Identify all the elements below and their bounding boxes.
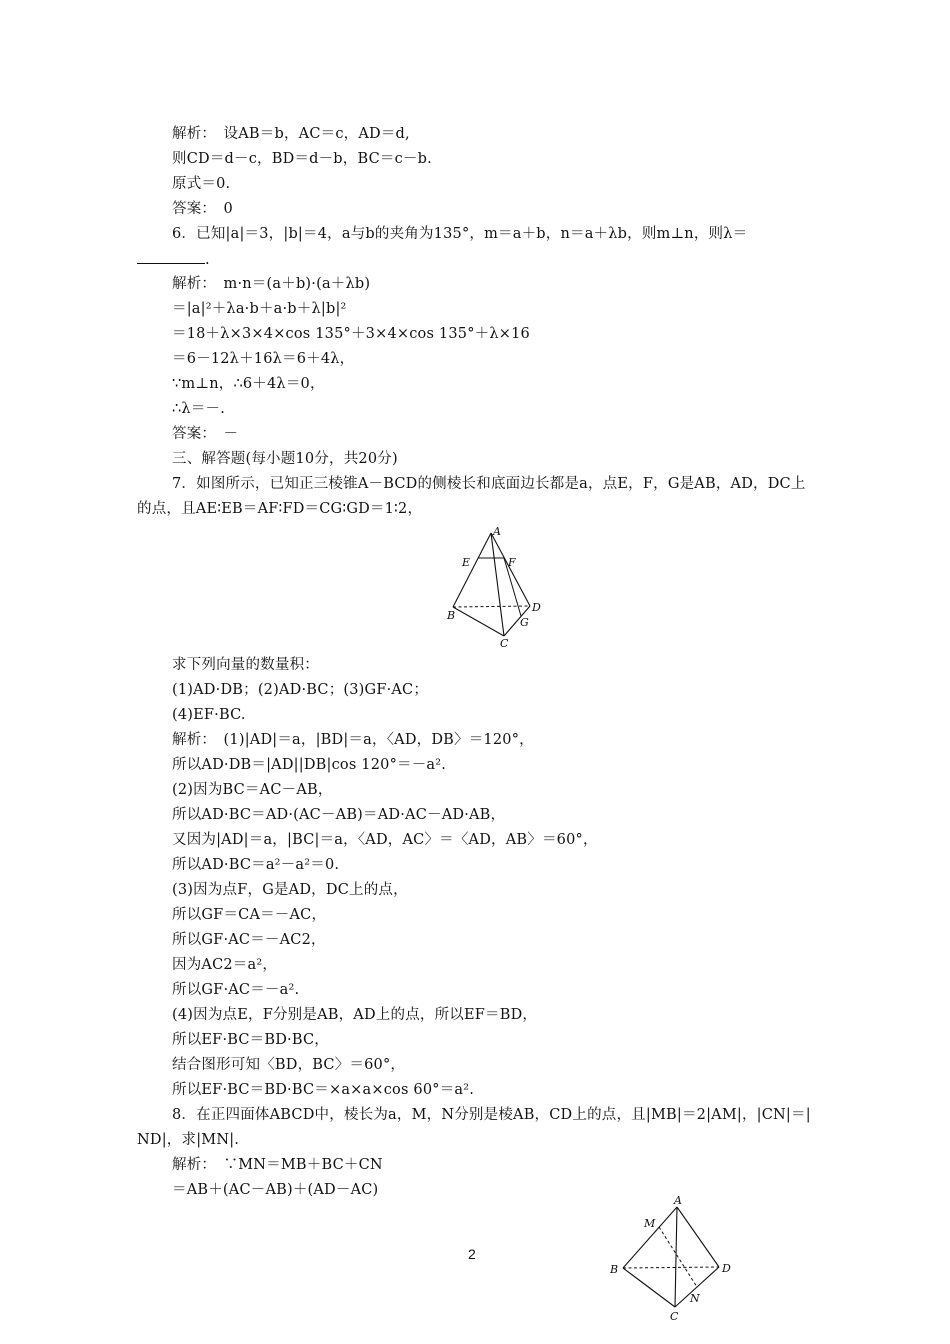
- question-6-period: .: [205, 252, 210, 268]
- question-8-line-2: ND|，求|MN|.: [137, 1132, 240, 1148]
- question-8-line-1: 8．在正四面体ABCD中，棱长为a，M，N分别是棱AB，CD上的点，且|MB|＝2|AM|，|CN|＝|: [172, 1107, 811, 1123]
- segment-mn-hidden: [659, 1227, 697, 1287]
- edge-bc: [623, 1268, 675, 1307]
- text-line-29: 因为AC2＝a²，: [172, 957, 278, 973]
- text-line-17: 求下列向量的数量积：: [172, 657, 319, 673]
- label-d: D: [532, 601, 541, 614]
- text-line-23: 所以AD·BC＝AD·(AC－AB)＝AD·AC－AD·AB，: [172, 807, 506, 823]
- text-line-34: 所以EF·BC＝BD·BC＝×a×a×cos 60°＝a².: [172, 1082, 475, 1098]
- text-line-10: ＝6－12λ＋16λ＝6＋4λ，: [172, 351, 355, 367]
- question-6-line-1: 6．已知|a|＝3，|b|＝4，a与b的夹角为135°，m＝a＋b，n＝a＋λb，则m⊥n，则λ＝: [172, 226, 748, 242]
- section-heading: 三、解答题(每小题10分，共20分): [172, 451, 398, 467]
- question-7-line-1: 7．如图所示，已知正三棱锥A－BCD的侧棱长和底面边长都是a，点E，F，G是AB，AD，DC上: [172, 476, 806, 492]
- label-e: E: [462, 556, 471, 569]
- text-line-20: 解析： (1)|AD|＝a，|BD|＝a，〈AD，DB〉＝120°，: [172, 732, 534, 748]
- label-b: B: [610, 1263, 619, 1276]
- text-line-37: 解析： ∵MN＝MB＋BC＋CN: [172, 1157, 383, 1173]
- page-number: 2: [468, 1246, 476, 1262]
- edge-bd-hidden: [623, 1267, 719, 1268]
- text-line-31: (4)因为点E，F分别是AB，AD上的点，所以EF＝BD，: [172, 1007, 538, 1023]
- edge-bc: [453, 607, 504, 636]
- edge-ad: [677, 1207, 719, 1267]
- text-line-9: ＝18＋λ×3×4×cos 135°＋3×4×cos 135°＋λ×16: [172, 326, 530, 342]
- text-line-26: (3)因为点F，G是AD，DC上的点，: [172, 882, 408, 898]
- label-g: G: [520, 616, 529, 629]
- label-c: C: [670, 1310, 679, 1323]
- text-line-30: 所以GF·AC＝－a².: [172, 982, 300, 998]
- question-6-line-2: [137, 249, 210, 270]
- text-line-32: 所以EF·BC＝BD·BC，: [172, 1032, 329, 1048]
- tetrahedron-figure-1: [440, 526, 550, 650]
- label-b: B: [447, 609, 456, 622]
- label-m: M: [644, 1217, 656, 1230]
- text-line-38: ＝AB＋(AC－AB)＋(AD－AC): [172, 1182, 379, 1198]
- label-d: D: [722, 1262, 731, 1275]
- text-line-28: 所以GF·AC＝－AC2，: [172, 932, 326, 948]
- label-a: A: [493, 526, 501, 538]
- text-line-1: 解析： 设AB＝b，AC＝c，AD＝d,: [172, 126, 410, 142]
- label-c: C: [500, 637, 509, 650]
- text-line-4: 答案： 0: [172, 201, 233, 217]
- answer-blank: [137, 249, 205, 264]
- label-a: A: [674, 1194, 682, 1207]
- text-line-21: 所以AD·DB＝|AD||DB|cos 120°＝－a².: [172, 757, 447, 773]
- text-line-18: (1)AD·DB；(2)AD·BC；(3)GF·AC；: [172, 682, 429, 698]
- text-line-12: ∴λ＝－.: [172, 401, 226, 417]
- text-line-22: (2)因为BC＝AC－AB，: [172, 782, 333, 798]
- question-7-line-2: 的点，且AE∶EB＝AF∶FD＝CG∶GD＝1∶2，: [137, 501, 423, 517]
- label-n: N: [690, 1292, 700, 1305]
- text-line-25: 所以AD·BC＝a²－a²＝0.: [172, 857, 340, 873]
- text-line-33: 结合图形可知〈BD，BC〉＝60°，: [172, 1057, 406, 1073]
- text-line-13: 答案： －: [172, 426, 239, 442]
- label-f: F: [508, 556, 516, 569]
- tetrahedron-figure-2: [604, 1194, 744, 1324]
- text-line-2: 则CD＝d－c，BD＝d－b，BC＝c－b.: [172, 151, 432, 167]
- edge-ac: [491, 533, 504, 636]
- edge-ab: [453, 533, 491, 607]
- edge-ac: [675, 1207, 677, 1307]
- text-line-7: 解析： m·n＝(a＋b)·(a＋λb): [172, 276, 371, 292]
- text-line-8: ＝|a|²＋λa·b＋a·b＋λ|b|²: [172, 301, 347, 317]
- text-line-3: 原式＝0.: [172, 176, 231, 192]
- text-line-27: 所以GF＝CA＝－AC，: [172, 907, 327, 923]
- text-line-11: ∵m⊥n，∴6＋4λ＝0，: [172, 376, 325, 392]
- text-line-24: 又因为|AD|＝a，|BC|＝a，〈AD，AC〉＝〈AD，AB〉＝60°，: [172, 832, 598, 848]
- edge-ad: [491, 533, 530, 606]
- text-line-19: (4)EF·BC.: [172, 707, 246, 723]
